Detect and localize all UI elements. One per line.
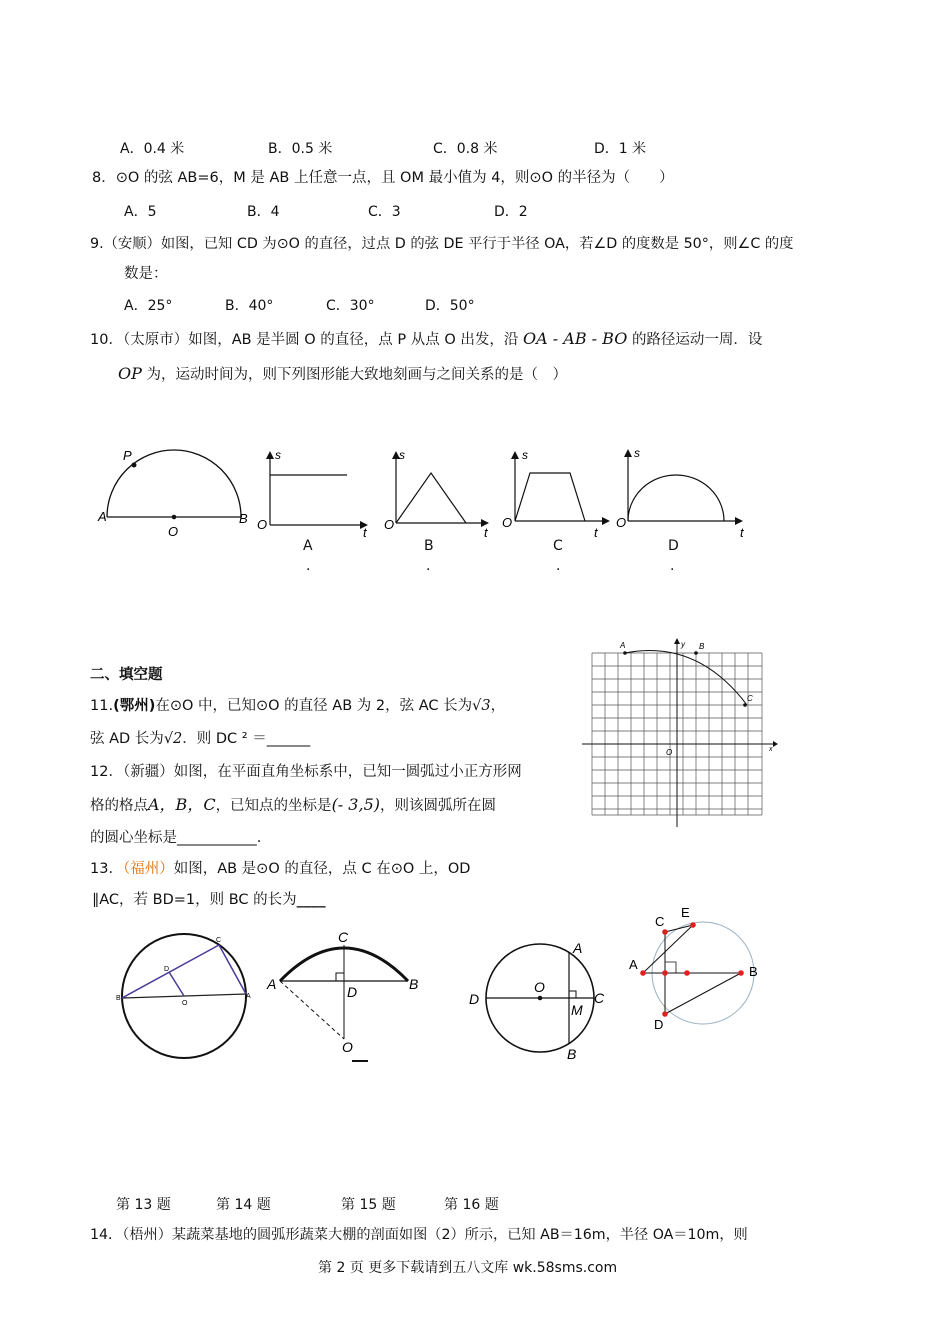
grid-label-o: O [666,748,673,757]
grid-label-a: A [620,641,626,650]
fig15-label-a: A [573,940,583,956]
graph-d-origin: O [616,515,627,530]
q8-option-b: B．4 [247,204,280,220]
grid-label-y: y [681,640,685,649]
figure-16 [623,902,768,1037]
q12-coord: (- 3,5) [331,795,380,814]
graph-a-dot: . [306,558,311,574]
graph-d-s-label: s [634,446,640,460]
fig15-center [538,996,543,1001]
caption-16: 第 16 题 [444,1197,499,1213]
q10-text-line1 [90,329,762,350]
graph-a [255,445,375,545]
q12-period: . [256,830,262,846]
label-a: A [98,509,107,524]
q9-option-d: D．50° [425,298,475,314]
fig13-label-d: D [164,966,170,973]
graph-a-origin: O [257,517,268,532]
fig13-chord-ca [219,945,246,994]
q12-text-a: 格的格点 [90,798,148,814]
fig15-label-o: O [534,979,545,995]
q10-text-line2 [118,364,567,385]
q13-text-a: 如图，AB 是⊙O 的直径，点 C 在⊙O 上，OD [173,861,471,877]
graph-b-s-label: s [399,448,405,462]
q9-option-c: C．30° [326,298,375,314]
graph-d-label: D [668,538,679,554]
q7-option-a: A．0.4 米 [120,141,185,157]
graph-c-label: C [553,538,563,554]
label-o: O [168,524,179,539]
q12-blank[interactable]: ___________ [177,830,257,846]
grid-label-c: C [747,694,753,703]
fig15-label-m: M [571,1002,583,1018]
graph-a-label: A [303,538,313,554]
q12-line3 [90,828,261,848]
q9-option-a: A．25° [124,298,173,314]
graph-a-s-label: s [275,448,281,462]
q12-text-d: 的圆心坐标是 [90,830,177,846]
fig14-label-c: C [338,929,349,945]
q7-option-b: B．0.5 米 [268,141,333,157]
fig13-od [169,972,184,996]
fig15-label-d: D [469,991,480,1007]
graph-d [615,445,755,545]
fig16-ae [643,925,693,973]
figure-14 [262,925,430,1065]
q10-text-a: 10．（太原市）如图，AB 是半圆 O 的直径，点 P 从点 O 出发，沿 [90,332,519,348]
grid-arc [625,651,747,705]
q13-line2 [92,890,326,910]
q12-text-b: ，已知点的坐标是 [215,798,332,814]
q13-blank[interactable]: ____ [296,892,326,908]
q10-var: OP [118,364,142,383]
q8-text: 8．⊙O 的弦 AB=6，M 是 AB 上任意一点，且 OM 最小值为 4，则⊙O 的半径为（ ） [92,170,674,186]
section-title: 二、填空题 [90,667,163,683]
q11-number: 11. [90,698,114,714]
q11-comma: ， [490,698,506,714]
fig16-label-b: B [749,964,758,979]
fig14-label-o: O [342,1039,353,1055]
fig16-label-a: A [629,957,638,972]
q13-text-b: ∥AC，若 BD=1，则 BC 的长为 [92,892,297,908]
q13-line1 [90,859,470,879]
point-o [172,515,177,520]
graph-d-dot: . [670,558,675,574]
graph-c-dot: . [556,558,561,574]
fig15-label-c: C [594,990,605,1006]
q13-source: （福州） [122,861,174,877]
q11-text-b: 弦 AD 长为 [90,731,164,747]
q9-option-b: B．40° [225,298,274,314]
graph-d-curve [628,475,724,521]
graph-c-origin: O [502,515,513,530]
q10-text-c: 为，运动时间为，则下列图形能大致地刻画与之间关系的是（ ） [146,367,567,383]
q10-semicircle-figure [95,440,255,540]
figure-15 [463,935,623,1065]
q11-sqrt2: √2 [163,731,183,747]
q8-option-d: D．2 [494,204,528,220]
fig13-label-c: C [216,937,222,944]
fig13-label-o: O [182,1000,188,1007]
fig13-label-b: B [116,995,121,1002]
q12-grid-figure [577,635,782,830]
q14-text: 14．（梧州）某蔬菜基地的圆弧形蔬菜大棚的剖面如图（2）所示，已知 AB＝16m，半径 OA＝10m，则 [90,1227,748,1243]
graph-c-t-label: t [594,525,598,540]
figure-13 [112,930,257,1065]
graph-b-t-label: t [484,525,488,540]
q12-points: A，B，C [148,795,216,814]
fig15-label-b: B [567,1046,577,1062]
graph-b-dot: . [426,558,431,574]
q12-text-c: ，则该圆弧所在圆 [379,798,496,814]
q11-text-a: 在⊙O 中，已知⊙O 的直径 AB 为 2，弦 AC 长为 [155,698,473,714]
q11-blank[interactable]: ______ [266,731,311,747]
fig16-label-d: D [654,1017,664,1032]
q10-path: OA - AB - BO [523,329,628,348]
fig14-right-angle [336,973,344,981]
fig14-label-d: D [347,984,358,1000]
point-p [132,463,137,468]
q9-text-line1: 9.（安顺）如图，已知 CD 为⊙O 的直径，过点 D 的弦 DE 平行于半径 OA，若∠D 的度数是 50°，则∠C 的度 [90,236,794,252]
q11-sqrt3: √3 [472,698,491,714]
graph-b-label: B [424,538,434,554]
q8-option-a: A．5 [124,204,157,220]
graph-b-origin: O [384,517,395,532]
caption-13: 第 13 题 [116,1197,171,1213]
q11-source: (鄂州) [113,698,156,714]
graph-c [500,445,620,545]
grid-label-b: B [699,642,705,651]
graph-b-curve [396,473,466,523]
fig14-label-a: A [267,976,277,992]
fig13-label-a: A [246,993,251,1000]
fig16-label-c: C [655,914,665,929]
fig14-label-b: B [409,976,419,992]
caption-15: 第 15 题 [341,1197,396,1213]
q12-line1: 12．（新疆）如图，在平面直角坐标系中，已知一圆弧过小正方形网 [90,764,522,780]
fig16-label-e: E [681,905,690,920]
fig16-db [665,973,741,1014]
caption-14: 第 14 题 [216,1197,271,1213]
q9-text-line2: 数是： [124,266,168,282]
graph-c-curve [515,473,585,521]
q11-line1 [90,696,505,716]
label-b: B [239,511,248,526]
q7-option-c: C．0.8 米 [433,141,498,157]
q8-option-c: C．3 [368,204,401,220]
graph-d-t-label: t [740,525,744,540]
graph-a-t-label: t [363,525,367,540]
q11-line2 [90,729,310,749]
grid-label-x: x [769,746,773,753]
fig13-chord-bc [122,945,219,998]
q10-text-b: 的路径运动一周．设 [631,332,763,348]
q13-number: 13． [90,861,123,877]
page-footer: 第 2 页 更多下载请到五八文库 wk.58sms.com [318,1260,618,1276]
q11-text-c: ．则 DC ² ＝ [182,731,267,747]
label-p: P [123,448,132,463]
fig15-right-angle [569,991,576,998]
graph-c-s-label: s [522,448,528,462]
q12-line2 [90,795,496,816]
graph-b [381,445,501,545]
fig14-oa [280,981,344,1039]
q7-option-d: D．1 米 [594,141,647,157]
